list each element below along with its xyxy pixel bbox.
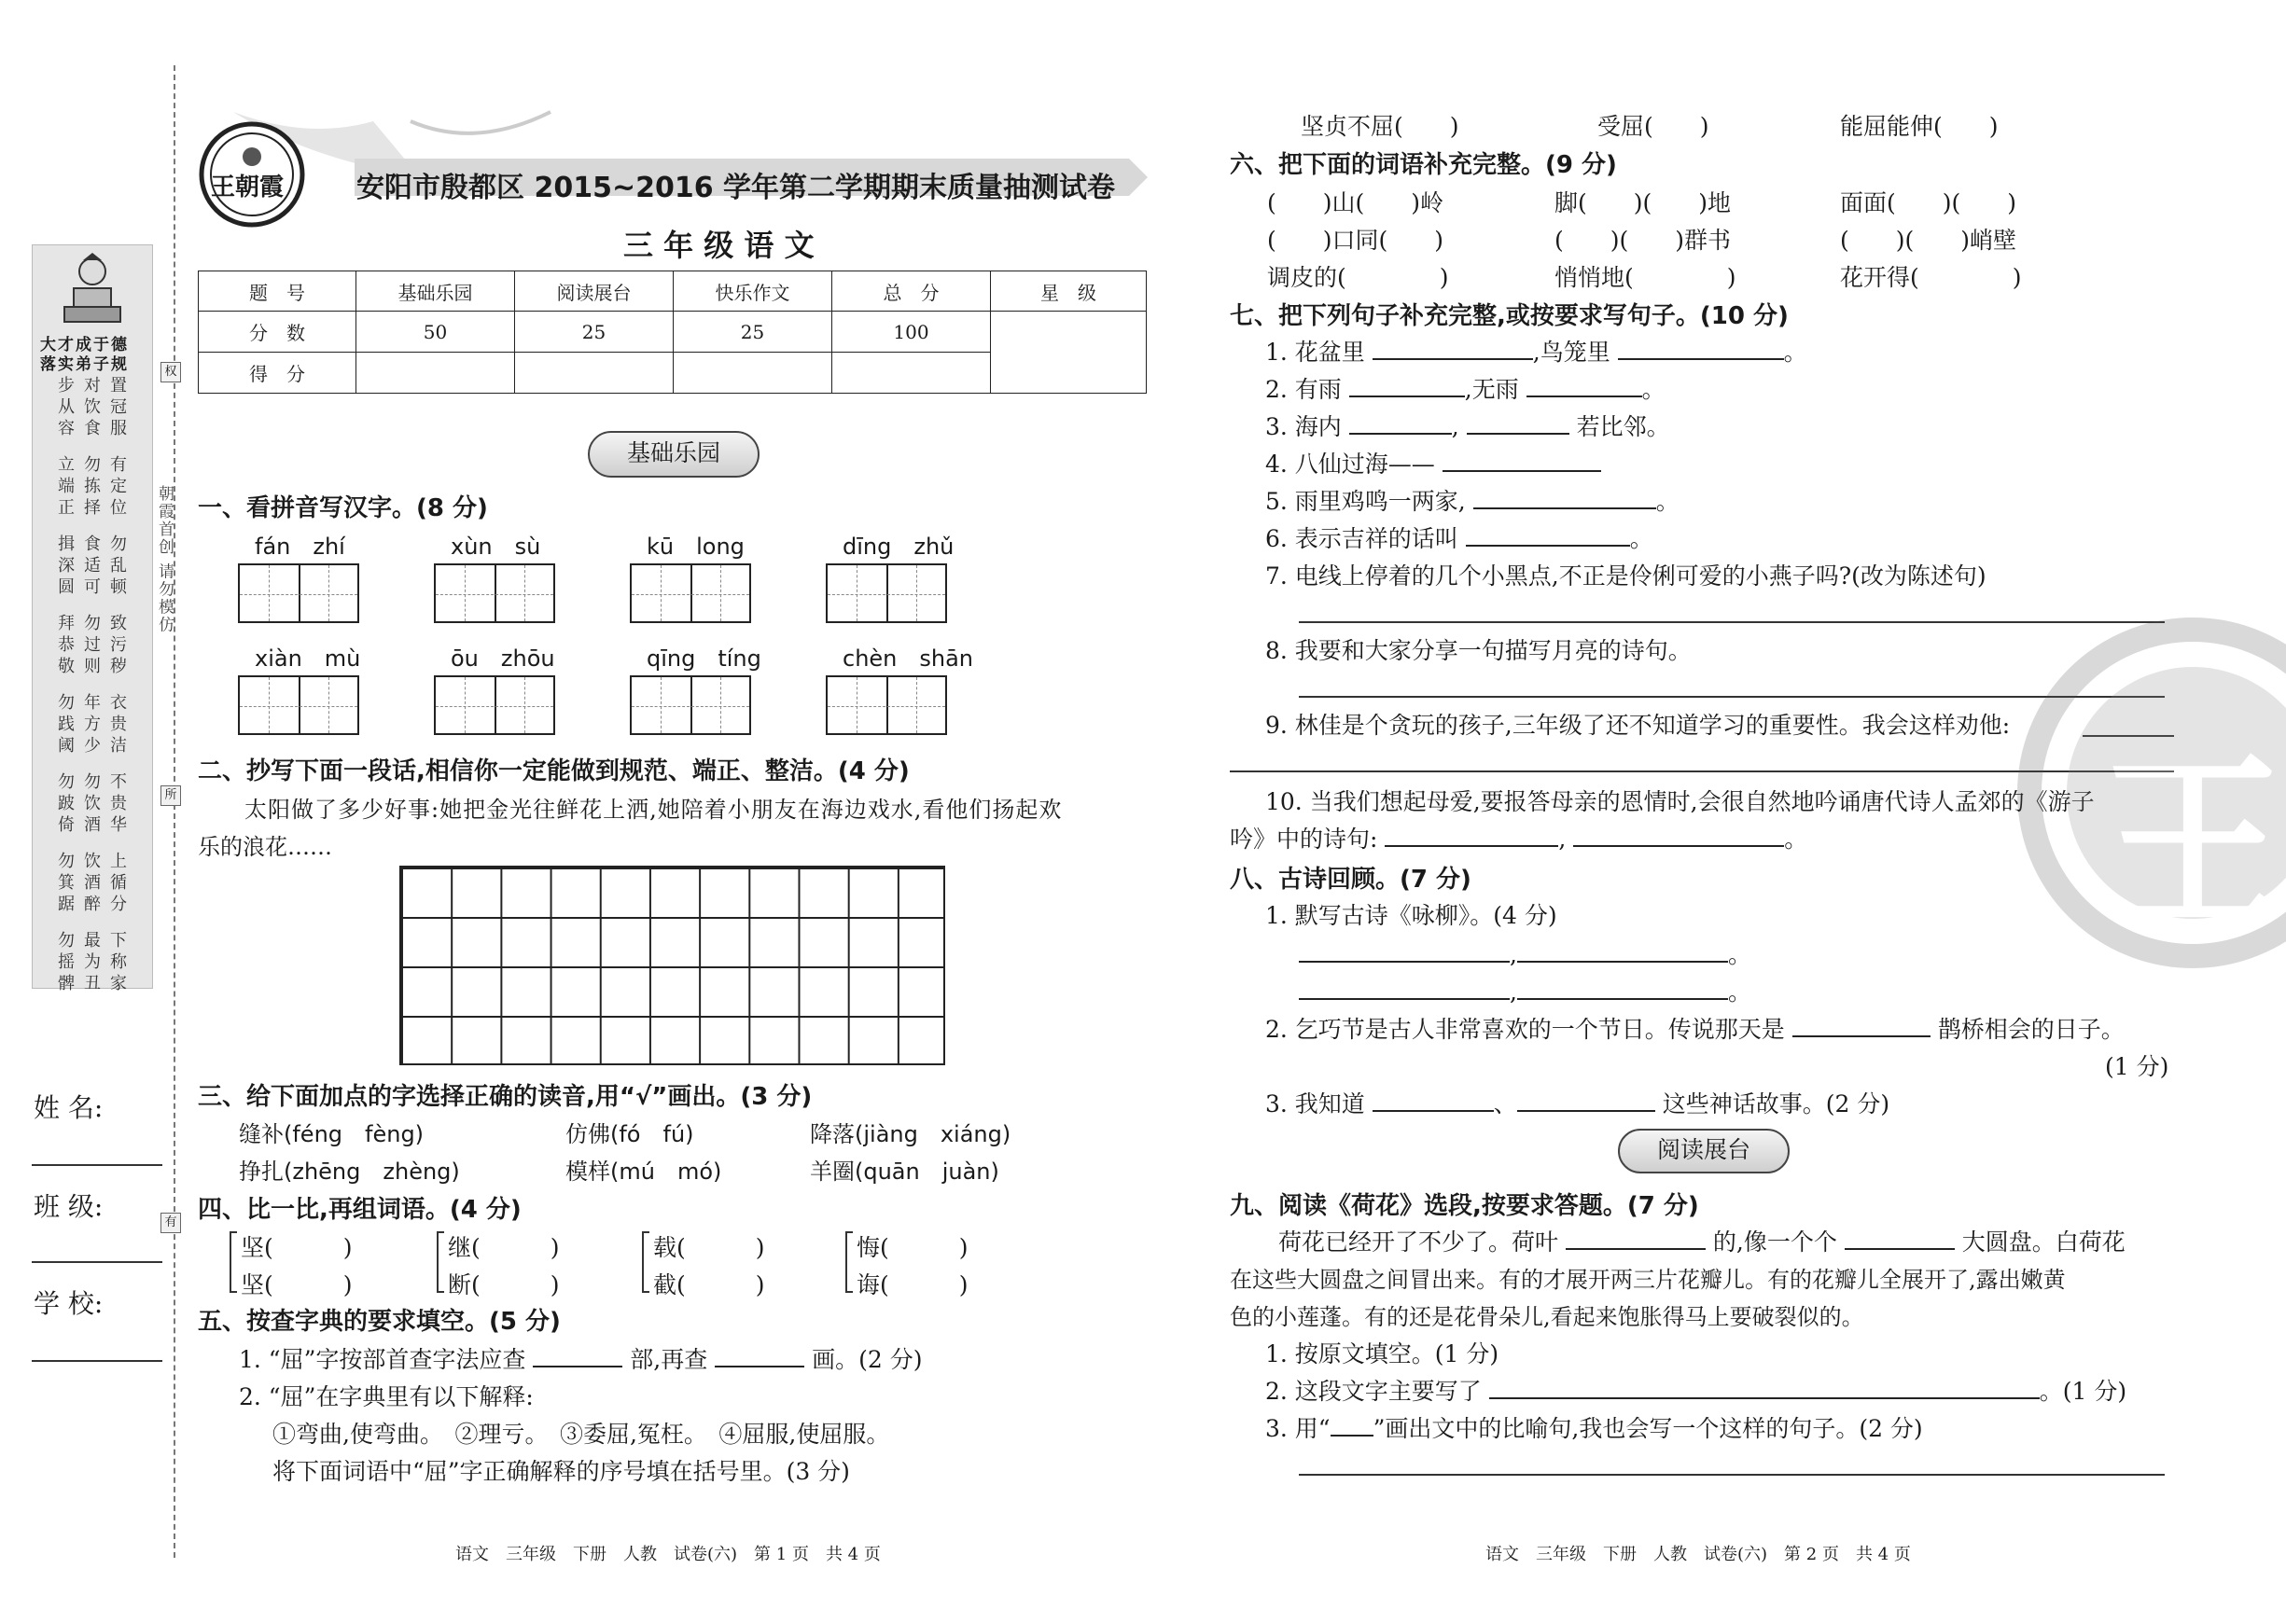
pinyin-label: dīng zhǔ: [843, 534, 955, 560]
copy-writing-grid[interactable]: [399, 866, 945, 1065]
got-cell-3[interactable]: [674, 353, 832, 394]
q7-s6b: 。: [1629, 525, 1653, 552]
q7-s3c: 若比邻。: [1576, 413, 1670, 440]
hanzi-writing-box[interactable]: [434, 675, 555, 735]
compare-brace: [230, 1231, 237, 1293]
q8-p2-score: (1 分): [2105, 1053, 2169, 1080]
rule-column: 不贵华: [110, 772, 127, 835]
th-jichu: 基础乐园: [356, 271, 515, 312]
q7-s5: [1265, 483, 1680, 517]
q8-p3-blank1[interactable]: [1373, 1090, 1494, 1112]
compare-item-top[interactable]: 坚( ): [241, 1234, 353, 1261]
q7-s6a: 6. 表示吉祥的话叫: [1265, 525, 1458, 552]
q7-s2-blank1[interactable]: [1349, 375, 1465, 397]
q7-s10b: 吟》中的诗句:: [1230, 826, 1378, 853]
q3-item-2[interactable]: 仿佛(fó fú): [565, 1121, 694, 1147]
q7-s10-blank2[interactable]: [1573, 825, 1784, 847]
q7-s6: [1265, 521, 1653, 554]
q5-line2: 2. “屈”在字典里有以下解释:: [239, 1383, 534, 1410]
exam-subtitle: 三 年 级 语 文: [623, 228, 815, 263]
rule-column: 立端正: [58, 455, 75, 518]
q9-b1: 1. 按原文填空。(1 分): [1265, 1340, 1499, 1367]
q7-s10a: 10. 当我们想起母爱,要报答母亲的恩情时,会很自然地吟诵唐代诗人孟郊的《游子: [1265, 788, 2095, 815]
rule-column: 下称家: [110, 931, 127, 993]
q5-line3: ①弯曲,使弯曲。 ②理亏。 ③委屈,冤枉。 ④屈服,使屈服。: [272, 1421, 890, 1448]
rule-column: 年方少: [84, 693, 101, 756]
rule-column: 勿过则: [84, 614, 101, 676]
q8-title: 八、古诗回顾。(7 分): [1230, 866, 1471, 894]
q3-item-3[interactable]: 降落(jiàng xiáng): [810, 1121, 1011, 1147]
q8-poem-blank1[interactable]: [1299, 940, 1510, 963]
rule-column: 勿拣择: [84, 455, 101, 518]
stamp-char-2: 所: [160, 785, 181, 806]
vertical-note: 朝霞首创 请勿模仿: [155, 485, 174, 634]
name-field[interactable]: [32, 1164, 162, 1166]
q8-poem-blank3[interactable]: [1299, 978, 1510, 1000]
q8-dot-1: 。: [1727, 941, 1751, 968]
q7-s10d: 。: [1784, 826, 1808, 853]
q5-word-1[interactable]: 坚贞不屈( ): [1301, 113, 1459, 140]
q9-b2-blank[interactable]: [1489, 1377, 2040, 1399]
q9-b3: [1265, 1410, 1923, 1444]
q7-s3a: 3. 海内: [1265, 413, 1342, 440]
q5-l1c: 画。(2 分): [812, 1346, 923, 1373]
q7-s7: 7. 电线上停着的几个小黑点,不正是伶俐可爱的小燕子吗?(改为陈述句): [1265, 562, 1986, 590]
q8-p2a: 2. 乞巧节是古人非常喜欢的一个节日。传说那天是: [1265, 1016, 1785, 1043]
mascot-icon: [61, 253, 124, 327]
q8-p3c: 这些神话故事。(2 分): [1662, 1090, 1890, 1117]
school-field[interactable]: [32, 1360, 162, 1362]
q8-p2: [1265, 1011, 2125, 1045]
score-yuedu: 25: [515, 312, 674, 353]
q8-poem-blank2[interactable]: [1517, 940, 1728, 963]
pinyin-label: fán zhí: [255, 534, 345, 560]
q9-b2b: 。(1 分): [2039, 1378, 2127, 1405]
score-row-label: 分 数: [199, 312, 356, 353]
idiom-fill-item[interactable]: ( )口同( ): [1267, 227, 1444, 254]
q7-s4a: 4. 八仙过海——: [1265, 451, 1435, 478]
rule-column: 揖深圆: [58, 534, 75, 597]
q9-b2a: 2. 这段文字主要写了: [1265, 1378, 1482, 1405]
q7-title: 七、把下列句子补充完整,或按要求写句子。(10 分): [1230, 302, 1789, 330]
idiom-fill-item[interactable]: 调皮的( ): [1267, 264, 1449, 291]
pinyin-label: qīng tíng: [647, 645, 761, 672]
q8-poem-blank4[interactable]: [1517, 978, 1728, 1000]
q9-b3b: ”画出文中的比喻句,我也会写一个这样的句子。(2 分): [1373, 1415, 1923, 1442]
q7-s2a: 2. 有雨: [1265, 376, 1342, 403]
compare-item-top[interactable]: 载( ): [653, 1234, 765, 1261]
star-cell[interactable]: [991, 312, 1147, 394]
q7-s10-blank1[interactable]: [1385, 825, 1558, 847]
q9-b2: [1265, 1373, 2126, 1407]
q7-s9: 9. 林佳是个贪玩的孩子,三年级了还不知道学习的重要性。我会这样劝他:: [1265, 712, 2011, 739]
q8-p2-blank[interactable]: [1792, 1015, 1931, 1037]
q7-s3b: ,: [1451, 413, 1459, 440]
compare-item-bottom[interactable]: 坚( ): [241, 1271, 353, 1298]
rule-column: 勿摇髀: [58, 931, 75, 993]
idiom-fill-item[interactable]: 面面( )( ): [1840, 189, 2017, 216]
hanzi-writing-box[interactable]: [826, 675, 947, 735]
q5-word-2[interactable]: 受屈( ): [1597, 113, 1709, 140]
q9-a1b: 的,像一个个: [1712, 1228, 1837, 1256]
q7-s4: [1265, 446, 1601, 479]
rule-column: 勿箕踞: [58, 852, 75, 914]
q2-title: 二、抄写下面一段话,相信你一定能做到规范、端正、整洁。(4 分): [198, 757, 910, 785]
q7-s1a: 1. 花盆里: [1265, 339, 1365, 366]
q7-s2-blank2[interactable]: [1526, 375, 1642, 397]
idiom-fill-item[interactable]: ( )( )群书: [1554, 227, 1732, 254]
rule-column: 对饮食: [84, 376, 101, 438]
q7-s3-blank1[interactable]: [1349, 412, 1452, 435]
q9-b3-answer-line[interactable]: [1299, 1474, 2165, 1476]
idiom-fill-item[interactable]: 花开得( ): [1840, 264, 2022, 291]
got-cell-2[interactable]: [515, 353, 674, 394]
q5-line4: 将下面词语中“屈”字正确解释的序号填在括号里。(3 分): [272, 1458, 850, 1485]
idiom-fill-item[interactable]: ( )山( )岭: [1267, 189, 1444, 216]
binding-dashed-line: [174, 65, 175, 1558]
hanzi-writing-box[interactable]: [434, 563, 555, 623]
th-zongfen: 总 分: [832, 271, 991, 312]
q7-s3: [1265, 409, 1670, 442]
q8-p2b: 鹊桥相会的日子。: [1937, 1016, 2125, 1043]
q8-poem-line2: [1299, 974, 1751, 1007]
q3-title: 三、给下面加点的字选择正确的读音,用“√”画出。(3 分): [198, 1083, 813, 1111]
motto-1: 大才成于德: [40, 336, 129, 354]
q9-title: 九、阅读《荷花》选段,按要求答题。(7 分): [1230, 1192, 1699, 1220]
q7-s2: [1265, 371, 1666, 405]
q2-passage-line1: 太阳做了多少好事:她把金光往鲜花上洒,她陪着小朋友在海边戏水,看他们扬起欢: [244, 797, 1063, 823]
q7-s1b: ,鸟笼里: [1532, 339, 1610, 366]
rule-column: 置冠服: [110, 376, 127, 438]
score-jichu: 50: [356, 312, 515, 353]
th-zuowen: 快乐作文: [674, 271, 832, 312]
q7-s2b: ,无雨: [1464, 376, 1519, 403]
score-zuowen: 25: [674, 312, 832, 353]
q8-p3: [1265, 1086, 1889, 1119]
rule-column: 致污秽: [110, 614, 127, 676]
compare-item-bottom[interactable]: 诲( ): [857, 1271, 969, 1298]
pinyin-label: kū long: [647, 534, 745, 560]
q4-title: 四、比一比,再组词语。(4 分): [198, 1196, 522, 1224]
rule-column: 饮酒醉: [84, 852, 101, 914]
hanzi-writing-box[interactable]: [630, 563, 751, 623]
rule-column: 最为丑: [84, 931, 101, 993]
stamp-char-3: 有: [160, 1213, 181, 1233]
class-field[interactable]: [32, 1261, 162, 1263]
rule-column: 步从容: [58, 376, 75, 438]
rule-column: 勿跛倚: [58, 772, 75, 835]
q8-p1: 1. 默写古诗《咏柳》。(4 分): [1265, 902, 1557, 929]
q8-p3b: 、: [1493, 1090, 1517, 1117]
q7-s8: 8. 我要和大家分享一句描写月亮的诗句。: [1265, 637, 1692, 664]
pinyin-label: xùn sù: [451, 534, 541, 560]
rule-column: 勿践阈: [58, 693, 75, 756]
section-yuedu-badge: 阅读展台: [1618, 1129, 1790, 1173]
q7-s5a: 5. 雨里鸡鸣一两家,: [1265, 488, 1466, 515]
q3-item-5[interactable]: 模样(mú mó): [565, 1159, 722, 1185]
q8-comma-1: ,: [1510, 941, 1517, 968]
q7-s3-blank2[interactable]: [1467, 412, 1569, 435]
compare-brace: [642, 1231, 649, 1293]
watermark-char: 王: [2099, 734, 2286, 953]
q8-comma-2: ,: [1510, 979, 1517, 1006]
q8-p3-blank2[interactable]: [1517, 1090, 1655, 1112]
idiom-fill-item[interactable]: 脚( )( )地: [1554, 189, 1732, 216]
q7-s10-line2: [1230, 821, 1807, 854]
compare-brace: [845, 1231, 853, 1293]
q5-word-3[interactable]: 能屈能伸( ): [1840, 113, 1999, 140]
school-label: 学 校:: [34, 1288, 104, 1319]
q9-b3a: 3. 用“: [1265, 1415, 1331, 1442]
q9-b3-sample-line: [1331, 1414, 1373, 1437]
q7-s1-blank1[interactable]: [1373, 338, 1533, 360]
rule-column: 上循分: [110, 852, 127, 914]
stamp-char-1: 权: [160, 362, 181, 382]
got-cell-4[interactable]: [832, 353, 991, 394]
rule-column: 衣贵洁: [110, 693, 127, 756]
hanzi-writing-box[interactable]: [630, 675, 751, 735]
q7-s5-blank[interactable]: [1473, 487, 1656, 509]
th-xingji: 星 级: [991, 271, 1147, 312]
pinyin-label: ōu zhōu: [451, 645, 555, 672]
q5-blank-hua[interactable]: [715, 1345, 804, 1367]
th-tihao: 题 号: [199, 271, 356, 312]
name-label: 姓 名:: [34, 1092, 104, 1123]
got-row-label: 得 分: [199, 353, 356, 394]
q9-a1c: 大圆盘。白荷花: [1961, 1228, 2126, 1256]
rule-column: 有定位: [110, 455, 127, 518]
q7-s1: [1265, 334, 1807, 368]
compare-item-top[interactable]: 继( ): [448, 1234, 560, 1261]
th-yuedu: 阅读展台: [515, 271, 674, 312]
pinyin-label: xiàn mù: [255, 645, 361, 672]
q5-title: 五、按查字典的要求填空。(5 分): [198, 1308, 561, 1336]
hanzi-writing-box[interactable]: [826, 563, 947, 623]
hanzi-writing-box[interactable]: [238, 675, 359, 735]
q9-a3: 色的小莲蓬。有的还是花骨朵儿,看起来饱胀得马上要破裂似的。: [1230, 1304, 1864, 1330]
q9-blank1[interactable]: [1566, 1228, 1706, 1250]
idiom-fill-item[interactable]: 悄悄地( ): [1554, 264, 1736, 291]
rule-column: 勿乱顿: [110, 534, 127, 597]
q5-l1b: 部,再查: [630, 1346, 708, 1373]
rule-column: 拜恭敬: [58, 614, 75, 676]
compare-item-bottom[interactable]: 截( ): [653, 1271, 765, 1298]
class-label: 班 级:: [34, 1191, 104, 1222]
logo-text: 王朝霞: [211, 174, 285, 201]
pinyin-label: chèn shān: [843, 645, 974, 672]
compare-item-bottom[interactable]: 断( ): [448, 1271, 560, 1298]
q3-item-1[interactable]: 缝补(féng fèng): [239, 1121, 425, 1147]
got-cell-1[interactable]: [356, 353, 515, 394]
q7-s2c: 。: [1641, 376, 1666, 403]
section-jichu-badge: 基础乐园: [588, 431, 760, 478]
compare-item-top[interactable]: 悔( ): [857, 1234, 969, 1261]
q8-p3a: 3. 我知道: [1265, 1090, 1365, 1117]
exam-title: 安阳市殷都区 2015~2016 学年第二学期期末质量抽测试卷: [356, 172, 1116, 204]
q7-s1-blank2[interactable]: [1618, 338, 1784, 360]
score-table: [198, 271, 1147, 394]
q7-s10c: ,: [1558, 826, 1567, 853]
footer-left: 语文 三年级 下册 人教 试卷(六) 第 1 页 共 4 页: [455, 1545, 881, 1564]
watermark-seal-icon: [2006, 606, 2286, 979]
q7-s5b: 。: [1655, 488, 1680, 515]
hanzi-writing-box[interactable]: [238, 563, 359, 623]
q2-passage-line2: 乐的浪花……: [198, 834, 332, 860]
q5-blank-bushou[interactable]: [533, 1345, 622, 1367]
q5-l1a: 1. “屈”字按部首查字法应查: [239, 1346, 526, 1373]
q9-a1: [1278, 1224, 2126, 1257]
footer-right: 语文 三年级 下册 人教 试卷(六) 第 2 页 共 4 页: [1485, 1545, 1911, 1564]
score-total: 100: [832, 312, 991, 353]
q9-blank2[interactable]: [1845, 1228, 1955, 1250]
q7-s6-blank[interactable]: [1466, 524, 1630, 547]
q9-a2: 在这些大圆盘之间冒出来。有的才展开两三片花瓣儿。有的花瓣儿全展开了,露出嫩黄: [1230, 1267, 2066, 1293]
q3-item-4[interactable]: 挣扎(zhēng zhèng): [239, 1159, 460, 1185]
idiom-fill-item[interactable]: ( )( )峭壁: [1840, 227, 2017, 254]
q5-line1: [239, 1341, 923, 1375]
q3-item-6[interactable]: 羊圈(quān juàn): [810, 1159, 999, 1185]
rule-column: 食适可: [84, 534, 101, 597]
q7-s1c: 。: [1783, 339, 1807, 366]
q9-a1a: 荷花已经开了不少了。荷叶: [1278, 1228, 1559, 1256]
q6-title: 六、把下面的词语补充完整。(9 分): [1230, 151, 1617, 179]
compare-brace: [437, 1231, 444, 1293]
q1-title: 一、看拼音写汉字。(8 分): [198, 494, 488, 522]
q7-s4-blank[interactable]: [1443, 450, 1601, 472]
motto-2: 落实弟子规: [40, 355, 129, 374]
q8-dot-2: 。: [1727, 979, 1751, 1006]
q8-poem-line1: [1299, 937, 1751, 970]
rule-column: 勿饮酒: [84, 772, 101, 835]
